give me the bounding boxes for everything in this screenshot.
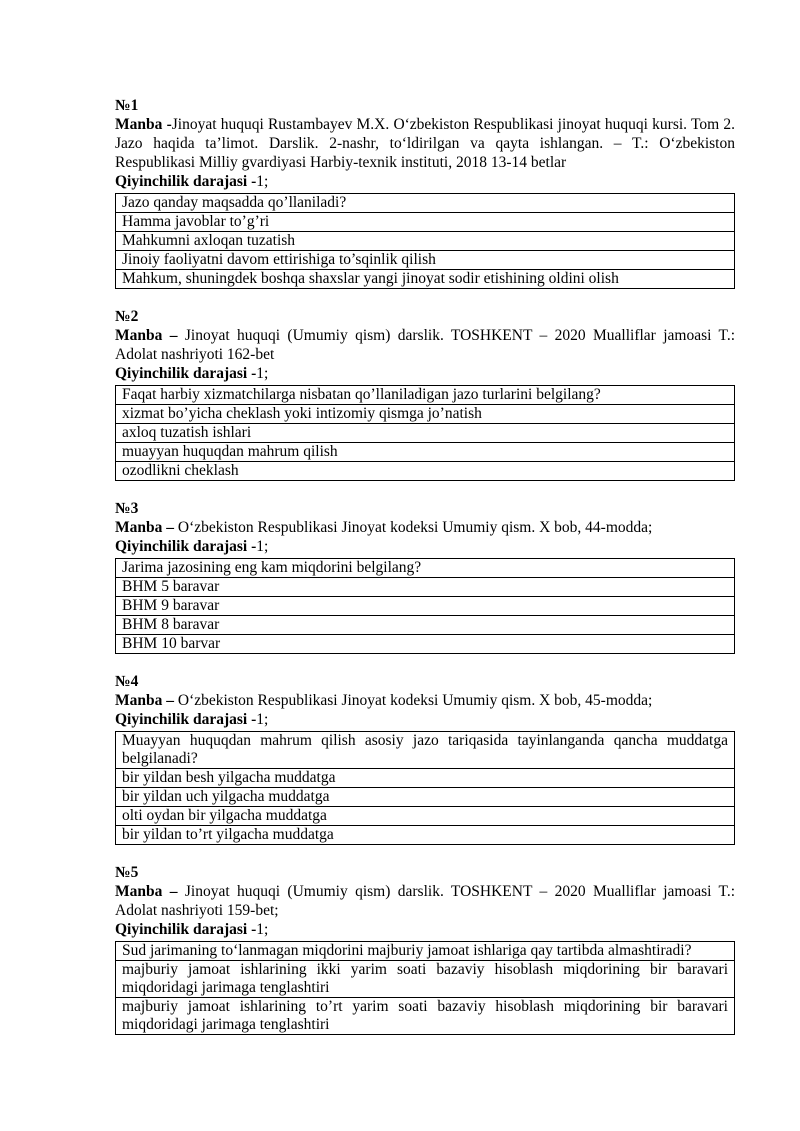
answer-option: BHM 5 baravar [116, 578, 735, 597]
source-line [115, 691, 735, 710]
source-text: O‘zbekiston Respublikasi Jinoyat kodeksi Umumiy qism. X bob, 44-modda; [174, 519, 653, 536]
question-table [115, 193, 735, 289]
table-row [116, 961, 735, 998]
source-label: Manba - [115, 116, 172, 133]
difficulty-label: Qiyinchilik darajasi - [115, 538, 257, 555]
question-table [115, 941, 735, 1035]
difficulty-line [115, 920, 735, 939]
answer-option: BHM 8 baravar [116, 616, 735, 635]
answer-option: BHM 10 barvar [116, 635, 735, 654]
table-row [116, 232, 735, 251]
source-text: Jinoyat huquqi (Umumiy qism) darslik. TOSHKENT – 2020 Mualliflar jamoasi T.: Adolat nashriyoti 159-bet; [115, 883, 736, 919]
table-row [116, 578, 735, 597]
source-line [115, 518, 735, 537]
table-row [116, 635, 735, 654]
source-text: O‘zbekiston Respublikasi Jinoyat kodeksi Umumiy qism. X bob, 45-modda; [174, 692, 653, 709]
difficulty-value: 1; [256, 711, 269, 728]
question-text: Jarima jazosining eng kam miqdorini belgilang? [116, 559, 735, 578]
answer-option: BHM 9 baravar [116, 597, 735, 616]
answer-option: Hamma javoblar to’g’ri [116, 213, 735, 232]
table-row [116, 270, 735, 289]
table-row [116, 386, 735, 405]
difficulty-label: Qiyinchilik darajasi - [115, 365, 257, 382]
table-row [116, 998, 735, 1035]
source-label: Manba – [115, 327, 178, 344]
table-row [116, 251, 735, 270]
source-label: Manba – [115, 519, 174, 536]
question-block [115, 307, 735, 481]
document-page [115, 96, 735, 1053]
difficulty-label: Qiyinchilik darajasi - [115, 173, 257, 190]
difficulty-label: Qiyinchilik darajasi - [115, 711, 257, 728]
answer-option: axloq tuzatish ishlari [116, 424, 735, 443]
question-text: Muayyan huquqdan mahrum qilish asosiy jazo tariqasida tayinlanganda qancha muddatga belgilanadi? [116, 732, 735, 769]
source-text: Jinoyat huquqi (Umumiy qism) darslik. TOSHKENT – 2020 Mualliflar jamoasi T.: Adolat nashriyoti 162-bet [115, 327, 736, 363]
answer-option: Mahkumni axloqan tuzatish [116, 232, 735, 251]
source-line [115, 115, 735, 172]
table-row [116, 769, 735, 788]
question-table [115, 385, 735, 481]
answer-option: bir yildan uch yilgacha muddatga [116, 788, 735, 807]
question-block [115, 672, 735, 845]
difficulty-value: 1; [256, 538, 269, 555]
table-row [116, 462, 735, 481]
difficulty-label: Qiyinchilik darajasi - [115, 921, 257, 938]
question-number: №3 [115, 500, 139, 517]
difficulty-line [115, 710, 735, 729]
table-row [116, 597, 735, 616]
answer-option: majburiy jamoat ishlarining to’rt yarim soati bazaviy hisoblash miqdorining bir baravari miqdoridagi jarimaga tenglashtiri [116, 998, 735, 1035]
answer-option: bir yildan to’rt yilgacha muddatga [116, 826, 735, 845]
difficulty-value: 1; [256, 173, 269, 190]
source-line [115, 326, 735, 364]
table-row [116, 732, 735, 769]
answer-option: majburiy jamoat ishlarining ikki yarim soati bazaviy hisoblash miqdorining bir baravari miqdoridagi jarimaga tenglashtiri [116, 961, 735, 998]
difficulty-line [115, 172, 735, 191]
question-block [115, 499, 735, 654]
table-row [116, 213, 735, 232]
question-text: Faqat harbiy xizmatchilarga nisbatan qo’llaniladigan jazo turlarini belgilang? [116, 386, 735, 405]
table-row [116, 807, 735, 826]
table-row [116, 559, 735, 578]
question-text: Sud jarimaning to‘lanmagan miqdorini majburiy jamoat ishlariga qay tartibda almashtiradi? [116, 942, 735, 961]
difficulty-line [115, 537, 735, 556]
answer-option: olti oydan bir yilgacha muddatga [116, 807, 735, 826]
question-table [115, 731, 735, 845]
difficulty-line [115, 364, 735, 383]
question-text: Jazo qanday maqsadda qo’llaniladi? [116, 194, 735, 213]
source-label: Manba – [115, 692, 174, 709]
answer-option: xizmat bo’yicha cheklash yoki intizomiy qismga jo’natish [116, 405, 735, 424]
question-block [115, 863, 735, 1035]
source-line [115, 882, 735, 920]
table-row [116, 942, 735, 961]
question-number: №1 [115, 97, 139, 114]
question-block [115, 96, 735, 289]
table-row [116, 424, 735, 443]
difficulty-value: 1; [256, 921, 269, 938]
question-number: №4 [115, 673, 139, 690]
source-label: Manba – [115, 883, 178, 900]
question-table [115, 558, 735, 654]
table-row [116, 443, 735, 462]
table-row [116, 405, 735, 424]
answer-option: Jinoiy faoliyatni davom ettirishiga to’sqinlik qilish [116, 251, 735, 270]
table-row [116, 826, 735, 845]
table-row [116, 788, 735, 807]
answer-option: ozodlikni cheklash [116, 462, 735, 481]
table-row [116, 616, 735, 635]
question-number: №2 [115, 308, 139, 325]
answer-option: Mahkum, shuningdek boshqa shaxslar yangi jinoyat sodir etishining oldini olish [116, 270, 735, 289]
answer-option: muayyan huquqdan mahrum qilish [116, 443, 735, 462]
source-text: Jinoyat huquqi Rustambayev M.X. O‘zbekiston Respublikasi jinoyat huquqi kursi. Tom 2. Jazo haqida ta’limot. Darslik. 2-nashr, to‘ldirilgan va qayta ishlangan. – T.: O‘zbekiston Respublikasi Milliy gvardiyasi Harbiy-texnik instituti, 2018 13-14 betlar [115, 116, 735, 171]
difficulty-value: 1; [256, 365, 269, 382]
question-number: №5 [115, 864, 139, 881]
table-row [116, 194, 735, 213]
answer-option: bir yildan besh yilgacha muddatga [116, 769, 735, 788]
